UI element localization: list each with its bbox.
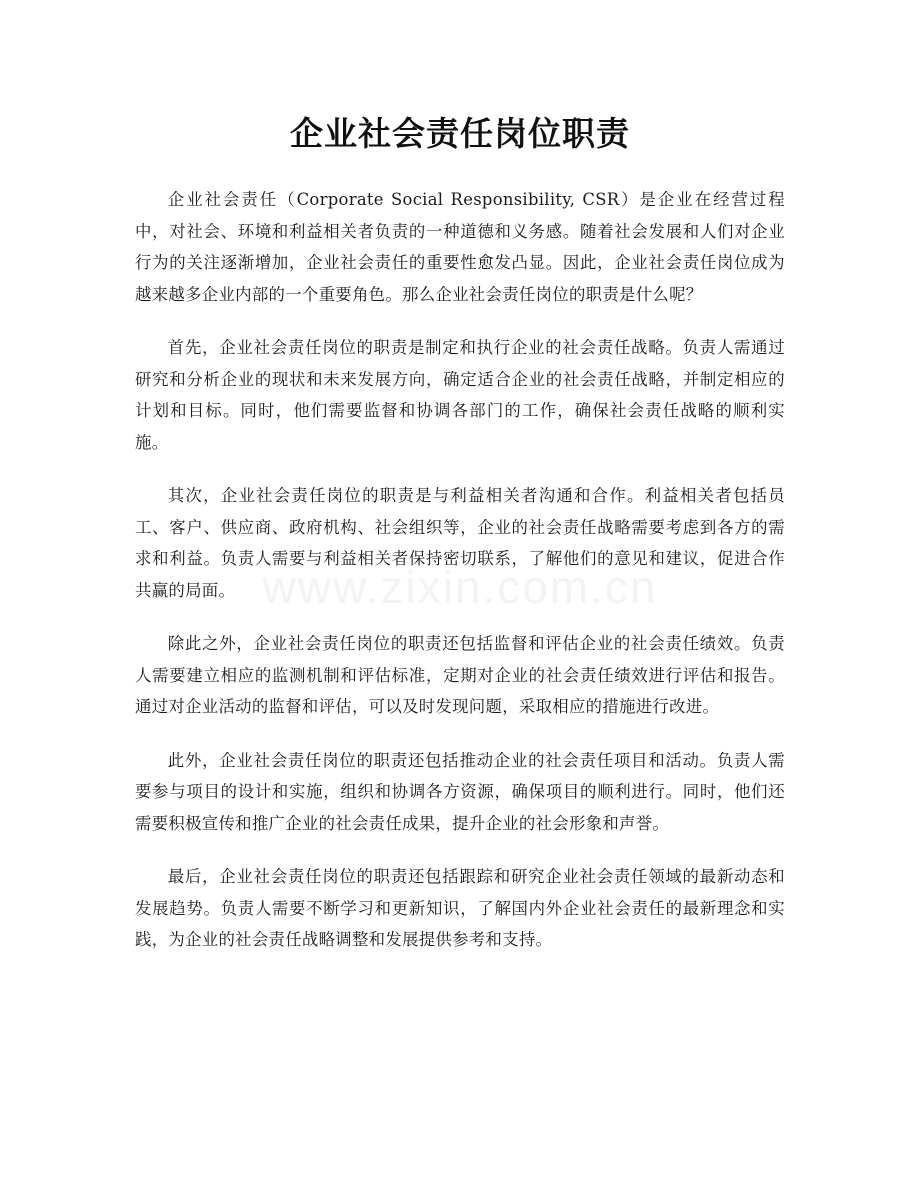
watermark-text: www.zixin.com.cn <box>262 561 658 613</box>
paragraph-research: 最后，企业社会责任岗位的职责还包括跟踪和研究企业社会责任领域的最新动态和发展趋势。负责人需要不断学习和更新知识，了解国内外企业社会责任的最新理念和实践，为企业的社会责任战略调整和发展提供参考和支持。 <box>135 867 785 949</box>
document-title: 企业社会责任岗位职责 <box>290 114 630 153</box>
paragraph-projects: 此外，企业社会责任岗位的职责还包括推动企业的社会责任项目和活动。负责人需要参与项目的设计和实施，组织和协调各方资源，确保项目的顺利进行。同时，他们还需要积极宣传和推广企业的社会责任成果，提升企业的社会形象和声誉。 <box>135 750 785 833</box>
document-body <box>135 184 785 978</box>
paragraph-evaluation: 除此之外，企业社会责任岗位的职责还包括监督和评估企业的社会责任绩效。负责人需要建立相应的监测机制和评估标准，定期对企业的社会责任绩效进行评估和报告。通过对企业活动的监督和评估，可以及时发现问题，采取相应的措施进行改进。 <box>135 634 785 716</box>
paragraph-stakeholders: 其次，企业社会责任岗位的职责是与利益相关者沟通和合作。利益相关者包括员工、客户、供应商、政府机构、社会组织等，企业的社会责任战略需要考虑到各方的需求和利益。负责人需要与利益相关者保持密切联系，了解他们的意见和建议，促进合作共赢的局面。 <box>135 486 785 600</box>
paragraph-strategy: 首先，企业社会责任岗位的职责是制定和执行企业的社会责任战略。负责人需通过研究和分析企业的现状和未来发展方向，确定适合企业的社会责任战略，并制定相应的计划和目标。同时，他们需要监督和协调各部门的工作，确保社会责任战略的顺利实施。 <box>135 338 785 452</box>
paragraph-intro: 企业社会责任（Corporate Social Responsibility, CSR）是企业在经营过程中，对社会、环境和利益相关者负责的一种道德和义务感。随着社会发展和人们对企业行为的关注逐渐增加，企业社会责任的重要性愈发凸显。因此，企业社会责任岗位成为越来越多企业内部的一个重要角色。那么企业社会责任岗位的职责是什么呢？ <box>135 190 785 304</box>
